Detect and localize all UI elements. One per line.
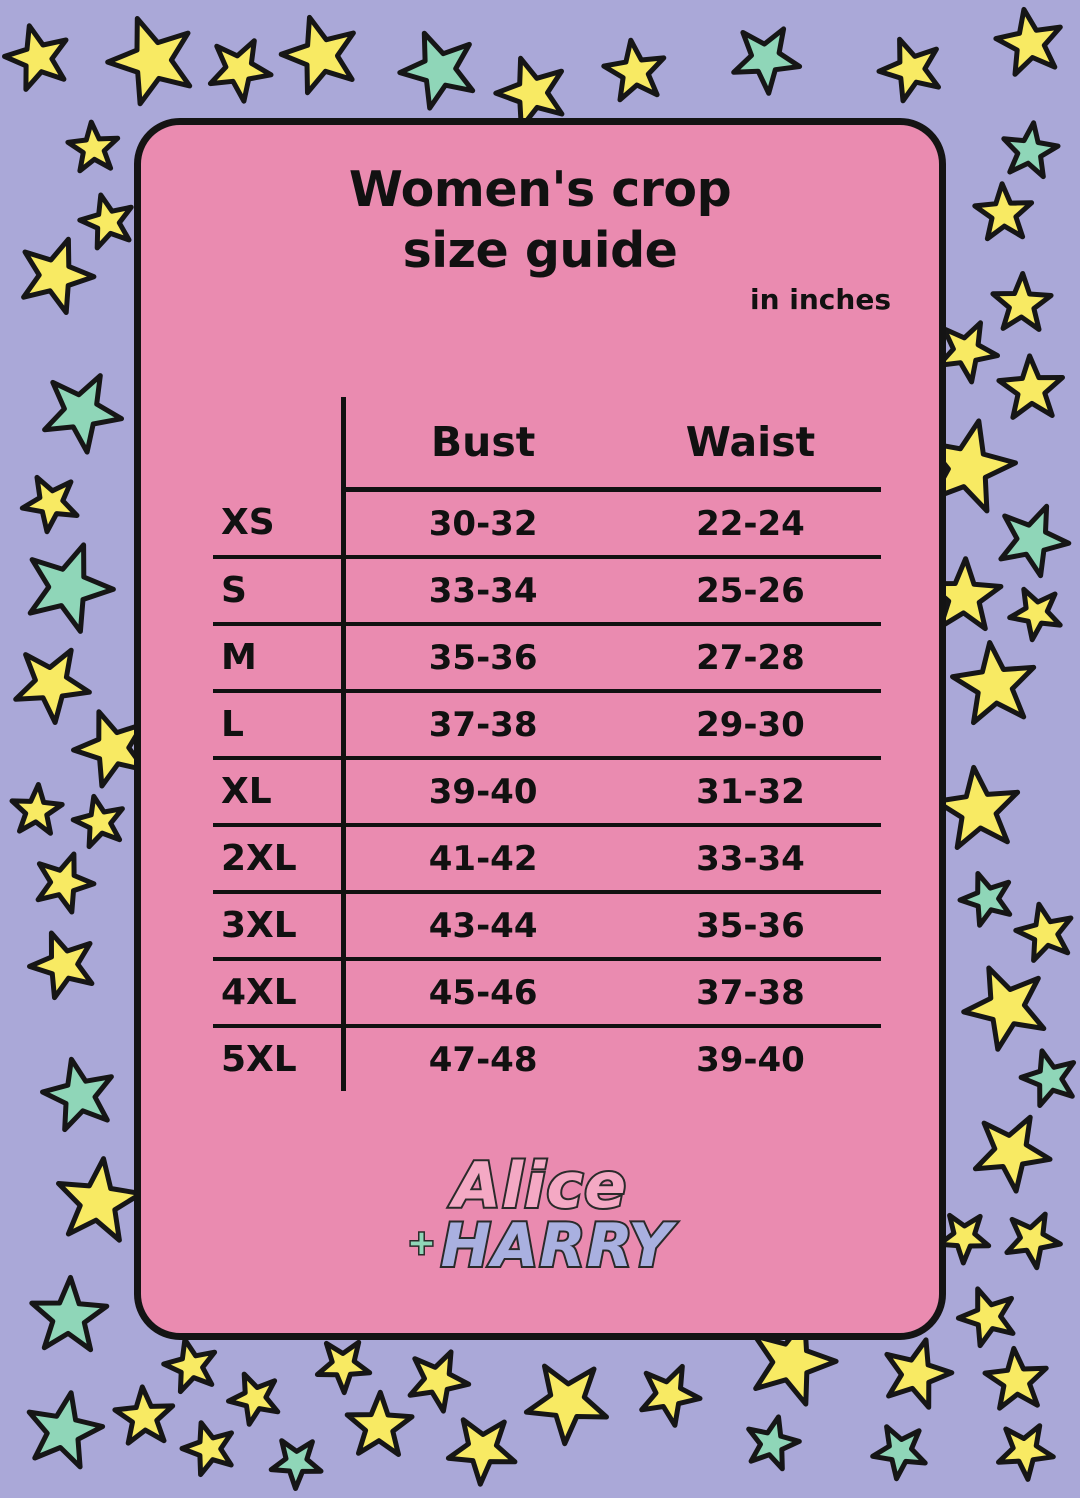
cell-bust: 39-40 [344, 758, 620, 825]
table-row [213, 892, 881, 959]
cell-bust: 47-48 [428, 1039, 538, 1080]
cell-size: M [213, 624, 344, 691]
logo-harry-text [141, 1211, 939, 1281]
cell-size: 5XL [213, 1026, 344, 1091]
cell-bust: 37-38 [344, 691, 620, 758]
cell-waist: 31-32 [620, 758, 881, 825]
cell-size: XL [213, 758, 344, 825]
cell-bust: 33-34 [344, 557, 620, 624]
size-guide-card [134, 118, 946, 1340]
cell-bust: 41-42 [344, 825, 620, 892]
table-row [213, 758, 881, 825]
page-title-line-2: size guide [402, 222, 678, 280]
cell-waist: 25-26 [620, 557, 881, 624]
table-row [213, 1026, 881, 1091]
cell-waist: 22-24 [620, 490, 881, 558]
table-row [213, 825, 881, 892]
table-header-row [213, 397, 881, 490]
cell-size: 2XL [213, 825, 344, 892]
cell-waist: 37-38 [620, 959, 881, 1026]
page-title-line-1: Women's crop [348, 161, 732, 218]
column-header-waist: Waist [620, 397, 881, 490]
table-row [213, 959, 881, 1026]
table-row [213, 490, 881, 558]
table-row [213, 557, 881, 624]
cell-size: L [213, 691, 344, 758]
cell-bust: 45-46 [344, 959, 620, 1026]
column-header-bust: Bust [344, 397, 620, 490]
brand-logo [141, 1149, 939, 1281]
cell-waist: 33-34 [620, 825, 881, 892]
table-row [213, 691, 881, 758]
column-header-size [213, 397, 344, 490]
cell-size: XS [213, 490, 344, 558]
cell-bust: 30-32 [344, 490, 620, 558]
cell-waist: 35-36 [620, 892, 881, 959]
table-row [213, 624, 881, 691]
cell-waist: 29-30 [620, 691, 881, 758]
size-chart-table [213, 397, 881, 1091]
cell-size: S [213, 557, 344, 624]
cell-bust: 35-36 [344, 624, 620, 691]
units-label: in inches [750, 283, 891, 316]
logo-harry-label: HARRY [440, 1211, 673, 1281]
cell-bust: 43-44 [344, 892, 620, 959]
cell-size: 4XL [213, 959, 344, 1026]
logo-plus-symbol: + [407, 1223, 437, 1263]
cell-waist: 27-28 [620, 624, 881, 691]
cell-size: 3XL [213, 892, 344, 959]
logo-alice-text: Alice [452, 1149, 628, 1223]
cell-waist: 39-40 [696, 1039, 805, 1080]
header-block [141, 125, 939, 282]
